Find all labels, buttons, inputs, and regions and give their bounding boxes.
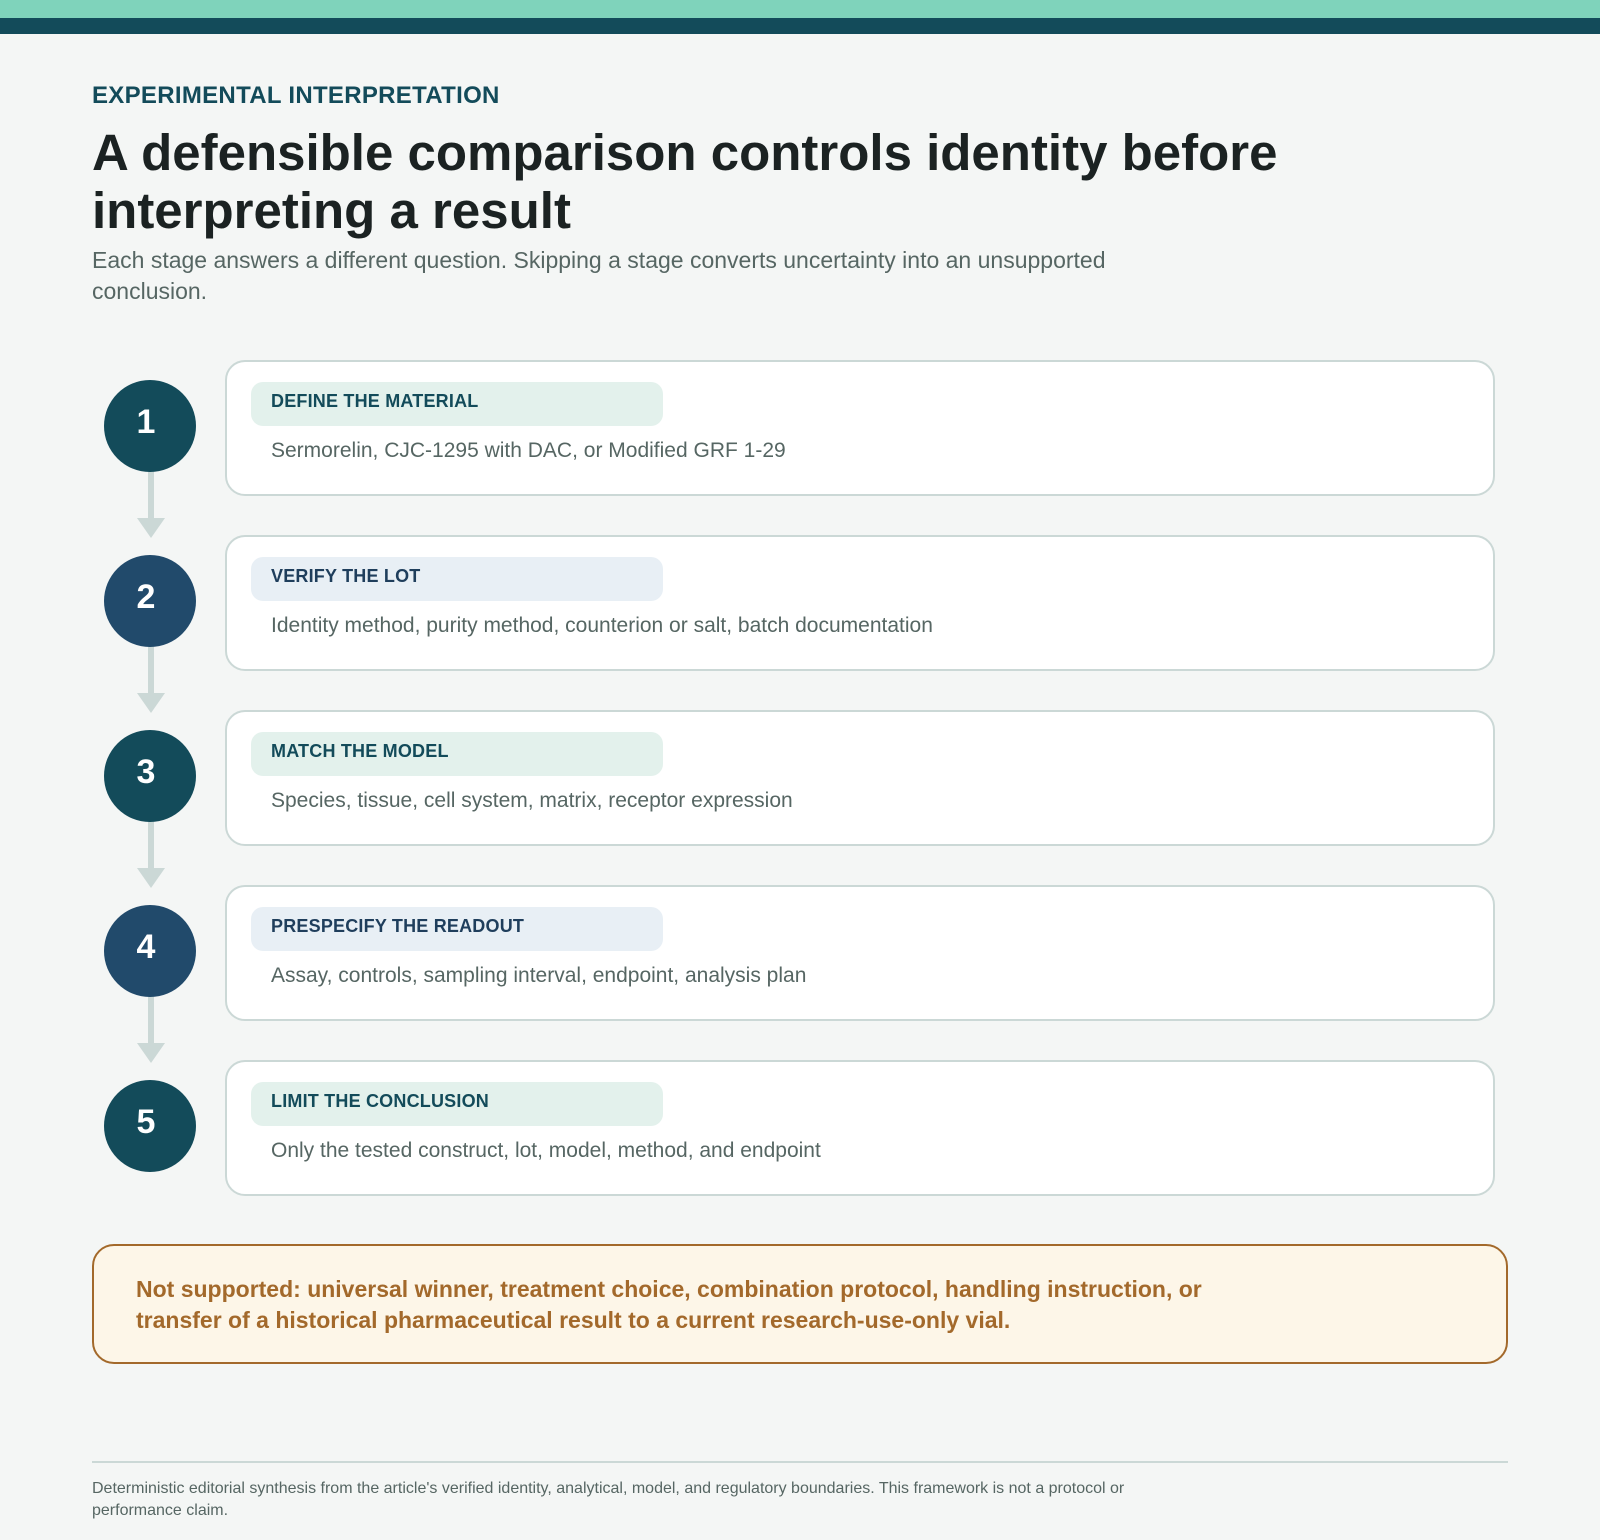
stage-label: VERIFY THE LOT bbox=[251, 557, 663, 601]
stage-description: Sermorelin, CJC-1295 with DAC, or Modified GRF 1-29 bbox=[271, 439, 786, 462]
page-title: A defensible comparison controls identity before interpreting a result bbox=[92, 124, 1278, 239]
stage-number-badge: 2 bbox=[104, 555, 196, 647]
stage-2 bbox=[0, 535, 1600, 675]
stage-card bbox=[225, 360, 1495, 496]
stage-description: Identity method, purity method, counterion or salt, batch documentation bbox=[271, 614, 933, 637]
stage-5 bbox=[0, 1060, 1600, 1200]
not-supported-text: Not supported: universal winner, treatment choice, combination protocol, handling instruction, or transfer of a historical pharmaceutical result to a current research-use-only vial. bbox=[136, 1276, 1202, 1333]
stage-description: Species, tissue, cell system, matrix, receptor expression bbox=[271, 789, 793, 812]
stage-label: PRESPECIFY THE READOUT bbox=[251, 907, 663, 951]
stage-label: DEFINE THE MATERIAL bbox=[251, 382, 663, 426]
stage-number-badge: 3 bbox=[104, 730, 196, 822]
stage-description: Only the tested construct, lot, model, method, and endpoint bbox=[271, 1139, 821, 1162]
eyebrow-label: EXPERIMENTAL INTERPRETATION bbox=[92, 82, 500, 109]
footer-note: Deterministic editorial synthesis from the article's verified identity, analytical, model, and regulatory boundaries. This framework is not a protocol or performance claim. bbox=[92, 1480, 1125, 1519]
stage-description: Assay, controls, sampling interval, endpoint, analysis plan bbox=[271, 964, 807, 987]
stage-3 bbox=[0, 710, 1600, 850]
stage-1 bbox=[0, 360, 1600, 500]
stage-card bbox=[225, 710, 1495, 846]
footer-divider bbox=[92, 1461, 1508, 1463]
stage-number-badge: 5 bbox=[104, 1080, 196, 1172]
stage-label: LIMIT THE CONCLUSION bbox=[251, 1082, 663, 1126]
not-supported-callout bbox=[92, 1244, 1508, 1364]
stage-number-badge: 4 bbox=[104, 905, 196, 997]
stage-card bbox=[225, 885, 1495, 1021]
stage-card bbox=[225, 535, 1495, 671]
top-accent-bar bbox=[0, 0, 1600, 18]
stage-label: MATCH THE MODEL bbox=[251, 732, 663, 776]
top-header-bar bbox=[0, 18, 1600, 34]
stage-4 bbox=[0, 885, 1600, 1025]
page-subtitle: Each stage answers a different question. Skipping a stage converts uncertainty into an unsupported conclusion. bbox=[92, 247, 1106, 304]
stage-card bbox=[225, 1060, 1495, 1196]
stage-number-badge: 1 bbox=[104, 380, 196, 472]
